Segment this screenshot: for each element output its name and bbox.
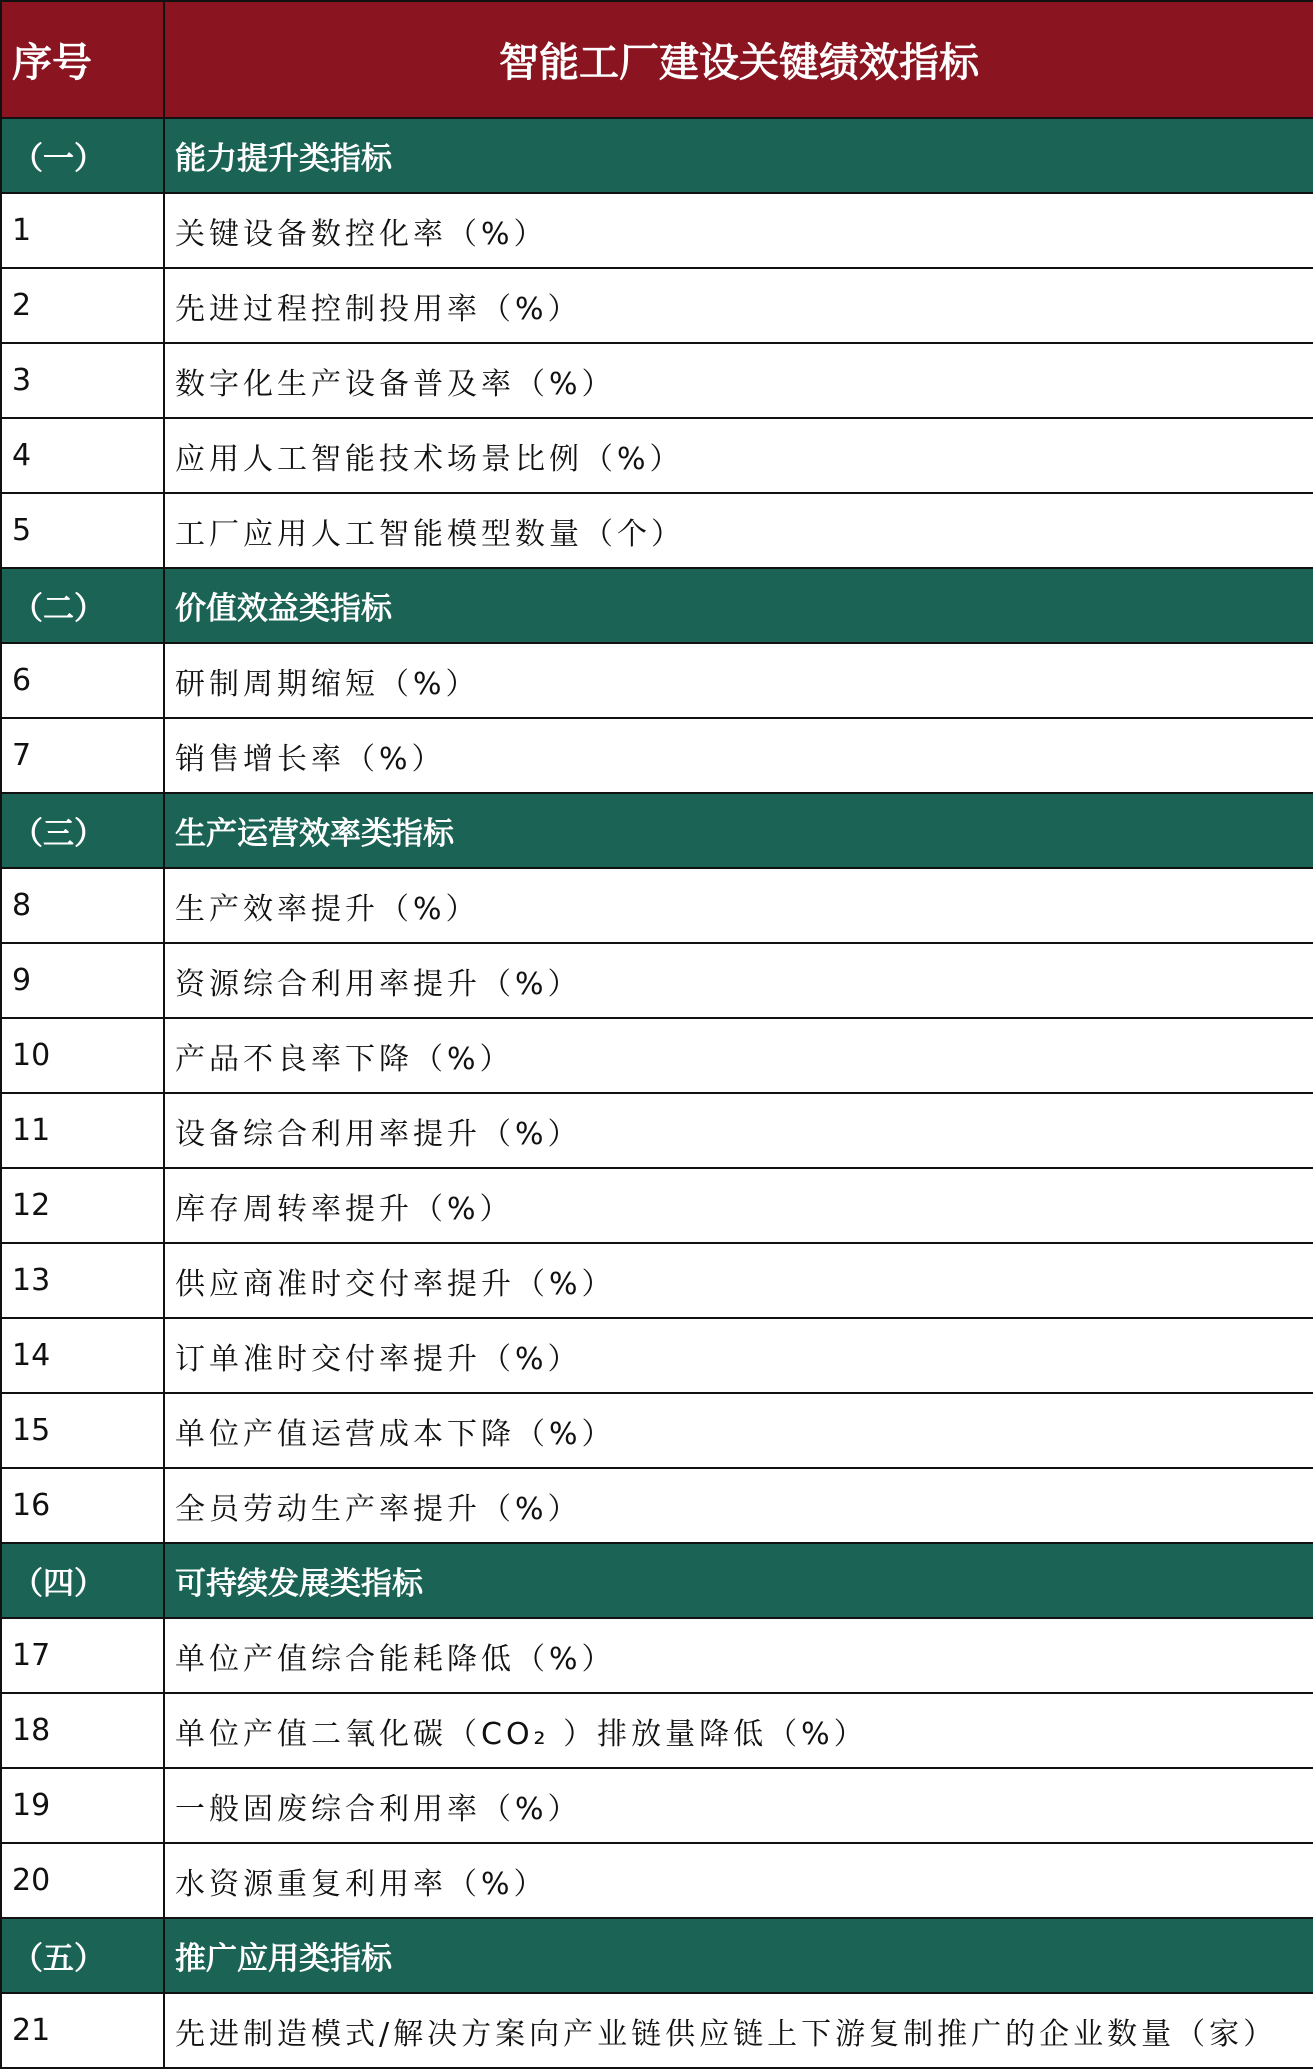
header-row (1, 1, 1313, 118)
item-number: 12 (1, 1168, 164, 1243)
category-number: （三） (1, 793, 164, 868)
table-row (1, 193, 1313, 268)
item-number: 18 (1, 1693, 164, 1768)
item-name: 产品不良率下降（%） (164, 1018, 1313, 1093)
item-number: 9 (1, 943, 164, 1018)
item-name: 库存周转率提升（%） (164, 1168, 1313, 1243)
item-number: 10 (1, 1018, 164, 1093)
table-row (1, 418, 1313, 493)
category-row (1, 568, 1313, 643)
item-name: 研制周期缩短（%） (164, 643, 1313, 718)
item-name: 单位产值二氧化碳（CO₂ ）排放量降低（%） (164, 1693, 1313, 1768)
item-number: 8 (1, 868, 164, 943)
item-number: 16 (1, 1468, 164, 1543)
category-name: 生产运营效率类指标 (164, 793, 1313, 868)
item-number: 15 (1, 1393, 164, 1468)
category-name: 价值效益类指标 (164, 568, 1313, 643)
table-row (1, 868, 1313, 943)
item-name: 关键设备数控化率（%） (164, 193, 1313, 268)
table-row (1, 1618, 1313, 1693)
item-name: 先进过程控制投用率（%） (164, 268, 1313, 343)
category-number: （一） (1, 118, 164, 193)
category-number: （五） (1, 1918, 164, 1993)
item-number: 6 (1, 643, 164, 718)
category-number: （四） (1, 1543, 164, 1618)
table-row (1, 1768, 1313, 1843)
table-row (1, 1318, 1313, 1393)
item-number: 14 (1, 1318, 164, 1393)
item-name: 一般固废综合利用率（%） (164, 1768, 1313, 1843)
item-name: 单位产值综合能耗降低（%） (164, 1618, 1313, 1693)
item-number: 17 (1, 1618, 164, 1693)
category-row (1, 1918, 1313, 1993)
category-row (1, 118, 1313, 193)
item-number: 3 (1, 343, 164, 418)
item-number: 11 (1, 1093, 164, 1168)
table-row (1, 268, 1313, 343)
table-row (1, 1243, 1313, 1318)
category-name: 推广应用类指标 (164, 1918, 1313, 1993)
table-body (1, 1, 1313, 2068)
item-name: 数字化生产设备普及率（%） (164, 343, 1313, 418)
item-name: 资源综合利用率提升（%） (164, 943, 1313, 1018)
table-row (1, 1093, 1313, 1168)
table-row (1, 343, 1313, 418)
header-col-no: 序号 (1, 1, 164, 118)
item-number: 4 (1, 418, 164, 493)
table-row (1, 718, 1313, 793)
table-row (1, 493, 1313, 568)
category-row (1, 1543, 1313, 1618)
item-name: 订单准时交付率提升（%） (164, 1318, 1313, 1393)
table-row (1, 1693, 1313, 1768)
item-name: 设备综合利用率提升（%） (164, 1093, 1313, 1168)
category-row (1, 793, 1313, 868)
item-number: 13 (1, 1243, 164, 1318)
category-number: （二） (1, 568, 164, 643)
item-number: 7 (1, 718, 164, 793)
item-number: 1 (1, 193, 164, 268)
table-row (1, 1018, 1313, 1093)
item-number: 19 (1, 1768, 164, 1843)
item-name: 供应商准时交付率提升（%） (164, 1243, 1313, 1318)
category-name: 能力提升类指标 (164, 118, 1313, 193)
item-name: 应用人工智能技术场景比例（%） (164, 418, 1313, 493)
item-name: 生产效率提升（%） (164, 868, 1313, 943)
item-name: 水资源重复利用率（%） (164, 1843, 1313, 1918)
table-row (1, 1168, 1313, 1243)
item-name: 工厂应用人工智能模型数量（个） (164, 493, 1313, 568)
item-number: 20 (1, 1843, 164, 1918)
category-name: 可持续发展类指标 (164, 1543, 1313, 1618)
item-number: 5 (1, 493, 164, 568)
item-name: 全员劳动生产率提升（%） (164, 1468, 1313, 1543)
item-name: 先进制造模式/解决方案向产业链供应链上下游复制推广的企业数量（家） (164, 1993, 1313, 2068)
table-row (1, 1993, 1313, 2068)
table-row (1, 1843, 1313, 1918)
item-name: 销售增长率（%） (164, 718, 1313, 793)
table-row (1, 643, 1313, 718)
table-title: 智能工厂建设关键绩效指标 (164, 1, 1313, 118)
table-row (1, 1393, 1313, 1468)
item-name: 单位产值运营成本下降（%） (164, 1393, 1313, 1468)
item-number: 21 (1, 1993, 164, 2068)
table-row (1, 943, 1313, 1018)
table-row (1, 1468, 1313, 1543)
item-number: 2 (1, 268, 164, 343)
